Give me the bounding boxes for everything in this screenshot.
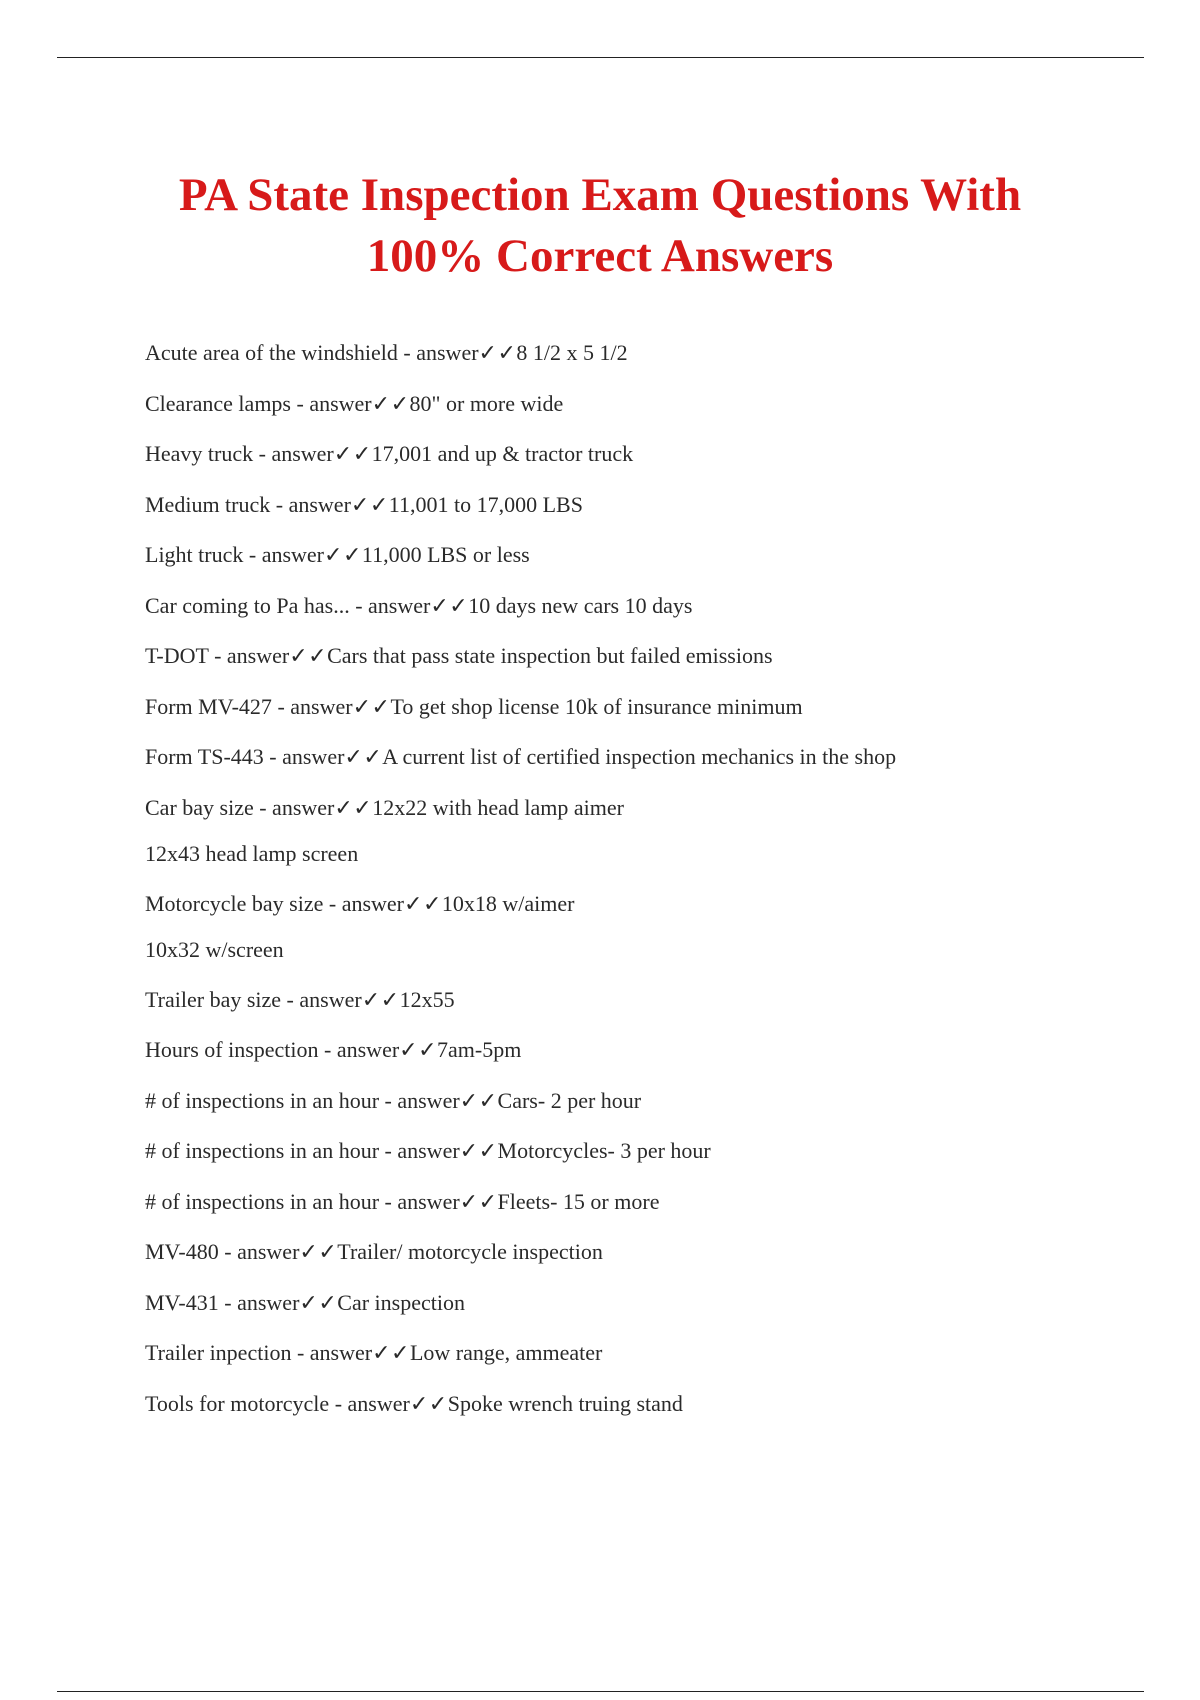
qa-item: [145, 439, 1145, 490]
qa-term: Light truck: [145, 542, 244, 567]
qa-answer: Cars- 2 per hour: [497, 1087, 642, 1113]
double-check-icon: ✓✓: [404, 890, 442, 916]
double-check-icon: ✓✓: [344, 744, 383, 769]
qa-item: [145, 985, 1145, 1036]
qa-term: Acute area of the windshield: [145, 340, 398, 365]
answer-separator: - answer: [318, 1037, 400, 1062]
double-check-icon: ✓✓: [299, 1289, 338, 1315]
qa-answer: 11,001 to 17,000 LBS: [388, 491, 583, 517]
qa-item: [145, 338, 1145, 389]
qa-answer: Cars that pass state inspection but failed emissions: [327, 643, 773, 668]
qa-item: [145, 889, 1145, 935]
answer-separator: - answer: [270, 491, 351, 517]
qa-item: [145, 591, 1145, 642]
qa-term: # of inspections in an hour: [145, 1087, 380, 1113]
qa-answer: 8 1/2 x 5 1/2: [516, 340, 628, 365]
double-check-icon: ✓✓: [289, 643, 328, 668]
answer-separator: - answer: [349, 592, 431, 618]
qa-answer-continuation: 12x43 head lamp screen: [145, 840, 359, 866]
qa-term: Clearance lamps: [145, 390, 291, 416]
qa-term: MV-431: [145, 1289, 219, 1315]
qa-term: # of inspections in an hour: [145, 1188, 380, 1214]
double-check-icon: ✓✓: [409, 1390, 448, 1416]
qa-answer: 10x18 w/aimer: [441, 890, 575, 916]
double-check-icon: ✓✓: [459, 1138, 498, 1163]
answer-separator: - answer: [291, 1340, 373, 1365]
qa-term: Form TS-443: [145, 744, 264, 769]
qa-item: [145, 1136, 1145, 1187]
qa-answer: 10 days new cars 10 days: [468, 592, 693, 618]
answer-separator: - answer: [329, 1390, 410, 1416]
qa-term: Motorcycle bay size: [145, 890, 324, 916]
qa-term: T-DOT: [145, 643, 209, 668]
double-check-icon: ✓✓: [459, 1087, 498, 1113]
answer-separator: - answer: [271, 693, 353, 719]
qa-term: Medium truck: [145, 491, 271, 517]
answer-separator: - answer: [218, 1239, 300, 1264]
double-check-icon: ✓✓: [372, 1340, 410, 1365]
double-check-icon: ✓✓: [430, 592, 469, 618]
answer-separator: - answer: [218, 1289, 300, 1315]
top-rule: [57, 57, 1144, 58]
qa-answer: 17,001 and up & tractor truck: [371, 441, 634, 466]
answer-separator: - answer: [253, 794, 335, 820]
qa-answer: To get shop license 10k of insurance minimum: [390, 693, 803, 719]
qa-term: Car coming to Pa has...: [145, 592, 350, 618]
qa-item: [145, 692, 1145, 743]
qa-item: [145, 1035, 1145, 1086]
answer-separator: - answer: [379, 1138, 460, 1163]
qa-answer-continuation: 10x32 w/screen: [145, 936, 284, 962]
qa-answer: Trailer/ motorcycle inspection: [337, 1239, 603, 1264]
qa-answer: Car inspection: [337, 1289, 465, 1315]
double-check-icon: ✓✓: [459, 1188, 498, 1214]
answer-separator: - answer: [263, 744, 345, 769]
answer-separator: - answer: [208, 643, 290, 668]
qa-answer: Spoke wrench truing stand: [447, 1390, 683, 1416]
answer-separator: - answer: [323, 890, 405, 916]
double-check-icon: ✓✓: [324, 542, 362, 567]
qa-answer: 80" or more wide: [409, 390, 564, 416]
qa-term: Car bay size: [145, 794, 254, 820]
double-check-icon: ✓✓: [334, 794, 373, 820]
qa-item: [145, 1237, 1145, 1288]
bottom-rule: [57, 1691, 1144, 1692]
qa-item: [145, 540, 1145, 591]
title-line-2: 100% Correct Answers: [366, 230, 834, 282]
answer-separator: - answer: [397, 340, 479, 365]
answer-separator: - answer: [253, 441, 334, 466]
qa-item: [145, 793, 1145, 839]
qa-item: [145, 389, 1145, 440]
qa-list: [145, 338, 1145, 1439]
qa-answer: A current list of certified inspection mechanics in the shop: [382, 744, 897, 769]
qa-answer: Low range, ammeater: [409, 1340, 603, 1365]
double-check-icon: ✓✓: [350, 491, 389, 517]
qa-item: [145, 742, 1145, 793]
qa-item: [145, 641, 1145, 692]
qa-item: [145, 1338, 1145, 1389]
answer-separator: - answer: [291, 390, 372, 416]
qa-answer: 12x22 with head lamp aimer: [372, 794, 624, 820]
qa-item: [145, 1288, 1145, 1339]
double-check-icon: ✓✓: [299, 1239, 338, 1264]
qa-item: [145, 1086, 1145, 1137]
page-title: [100, 165, 1100, 287]
qa-item: [145, 1187, 1145, 1238]
qa-term: Heavy truck: [145, 441, 254, 466]
title-line-1: PA State Inspection Exam Questions With: [178, 169, 1022, 221]
answer-separator: - answer: [243, 542, 325, 567]
answer-separator: - answer: [379, 1188, 460, 1214]
double-check-icon: ✓✓: [399, 1037, 438, 1062]
double-check-icon: ✓✓: [478, 340, 517, 365]
answer-separator: - answer: [379, 1087, 460, 1113]
qa-answer: Motorcycles- 3 per hour: [497, 1138, 711, 1163]
double-check-icon: ✓✓: [333, 441, 372, 466]
qa-answer: Fleets- 15 or more: [497, 1188, 660, 1214]
qa-term: Hours of inspection: [145, 1037, 319, 1062]
answer-separator: - answer: [281, 986, 362, 1012]
qa-term: Tools for motorcycle: [145, 1390, 330, 1416]
qa-answer: 12x55: [399, 986, 455, 1012]
qa-item: [145, 490, 1145, 541]
qa-term: MV-480: [145, 1239, 219, 1264]
qa-answer: 11,000 LBS or less: [361, 542, 530, 567]
qa-term: Form MV-427: [145, 693, 272, 719]
double-check-icon: ✓✓: [361, 986, 400, 1012]
qa-term: Trailer bay size: [145, 986, 282, 1012]
qa-answer: 7am-5pm: [437, 1037, 522, 1062]
qa-term: # of inspections in an hour: [145, 1138, 380, 1163]
qa-term: Trailer inpection: [145, 1340, 292, 1365]
qa-item: [145, 1389, 1145, 1440]
double-check-icon: ✓✓: [352, 693, 391, 719]
double-check-icon: ✓✓: [371, 390, 410, 416]
